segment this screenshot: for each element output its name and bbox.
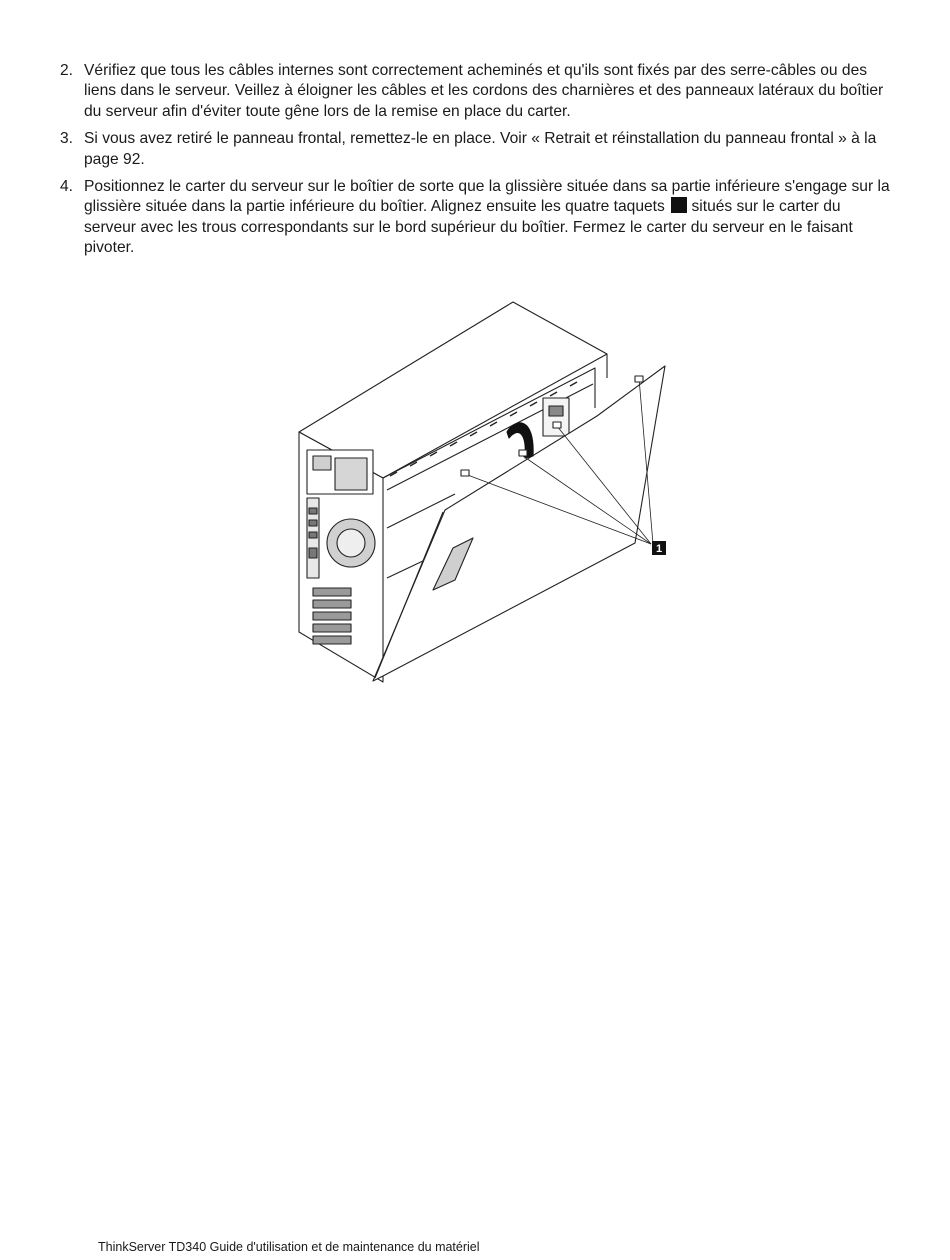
expansion-slots (313, 588, 351, 644)
step-text-after: situés sur le carter du serveur avec les trous correspondants sur le bord supérieur du boîtier. Fermez le carter du serveur en le faisant pivoter. (84, 198, 853, 257)
step-text (84, 177, 890, 259)
page-footer: ThinkServer TD340 Guide d'utilisation et de maintenance du matériel (98, 1240, 480, 1254)
step-text: Si vous avez retiré le panneau frontal, remettez-le en place. Voir « Retrait et réinstallation du panneau frontal » à la page 92. (84, 130, 877, 168)
step-number: 4. (60, 178, 74, 196)
server-cover-illustration (295, 298, 675, 683)
step-number: 2. (60, 62, 74, 79)
step-text: Vérifiez que tous les câbles internes sont correctement acheminés et qu'ils sont fixés par des serre-câbles ou des liens dans le serveur. Veillez à éloigner les câbles et les cordons des charnières et des panneaux latéraux du boîtier du serveur afin d'éviter toute gêne lors de la remise en place du carter. (84, 62, 884, 120)
drive-bay (543, 398, 569, 436)
callout-marker-icon (671, 197, 687, 213)
step-2 (60, 61, 890, 122)
instruction-steps (60, 61, 890, 266)
callout-label-1 (652, 541, 666, 555)
step-4 (60, 177, 890, 259)
callout-label-text: 1 (655, 543, 663, 555)
step-number: 3. (60, 130, 74, 148)
step-3 (60, 129, 890, 170)
step-text-before: Positionnez le carter du serveur sur le boîtier de sorte que la glissière située dans sa partie inférieure s'engage sur la glissière située dans la partie inférieure du boîtier. Alignez ensuite les quatre taquets (84, 178, 890, 216)
